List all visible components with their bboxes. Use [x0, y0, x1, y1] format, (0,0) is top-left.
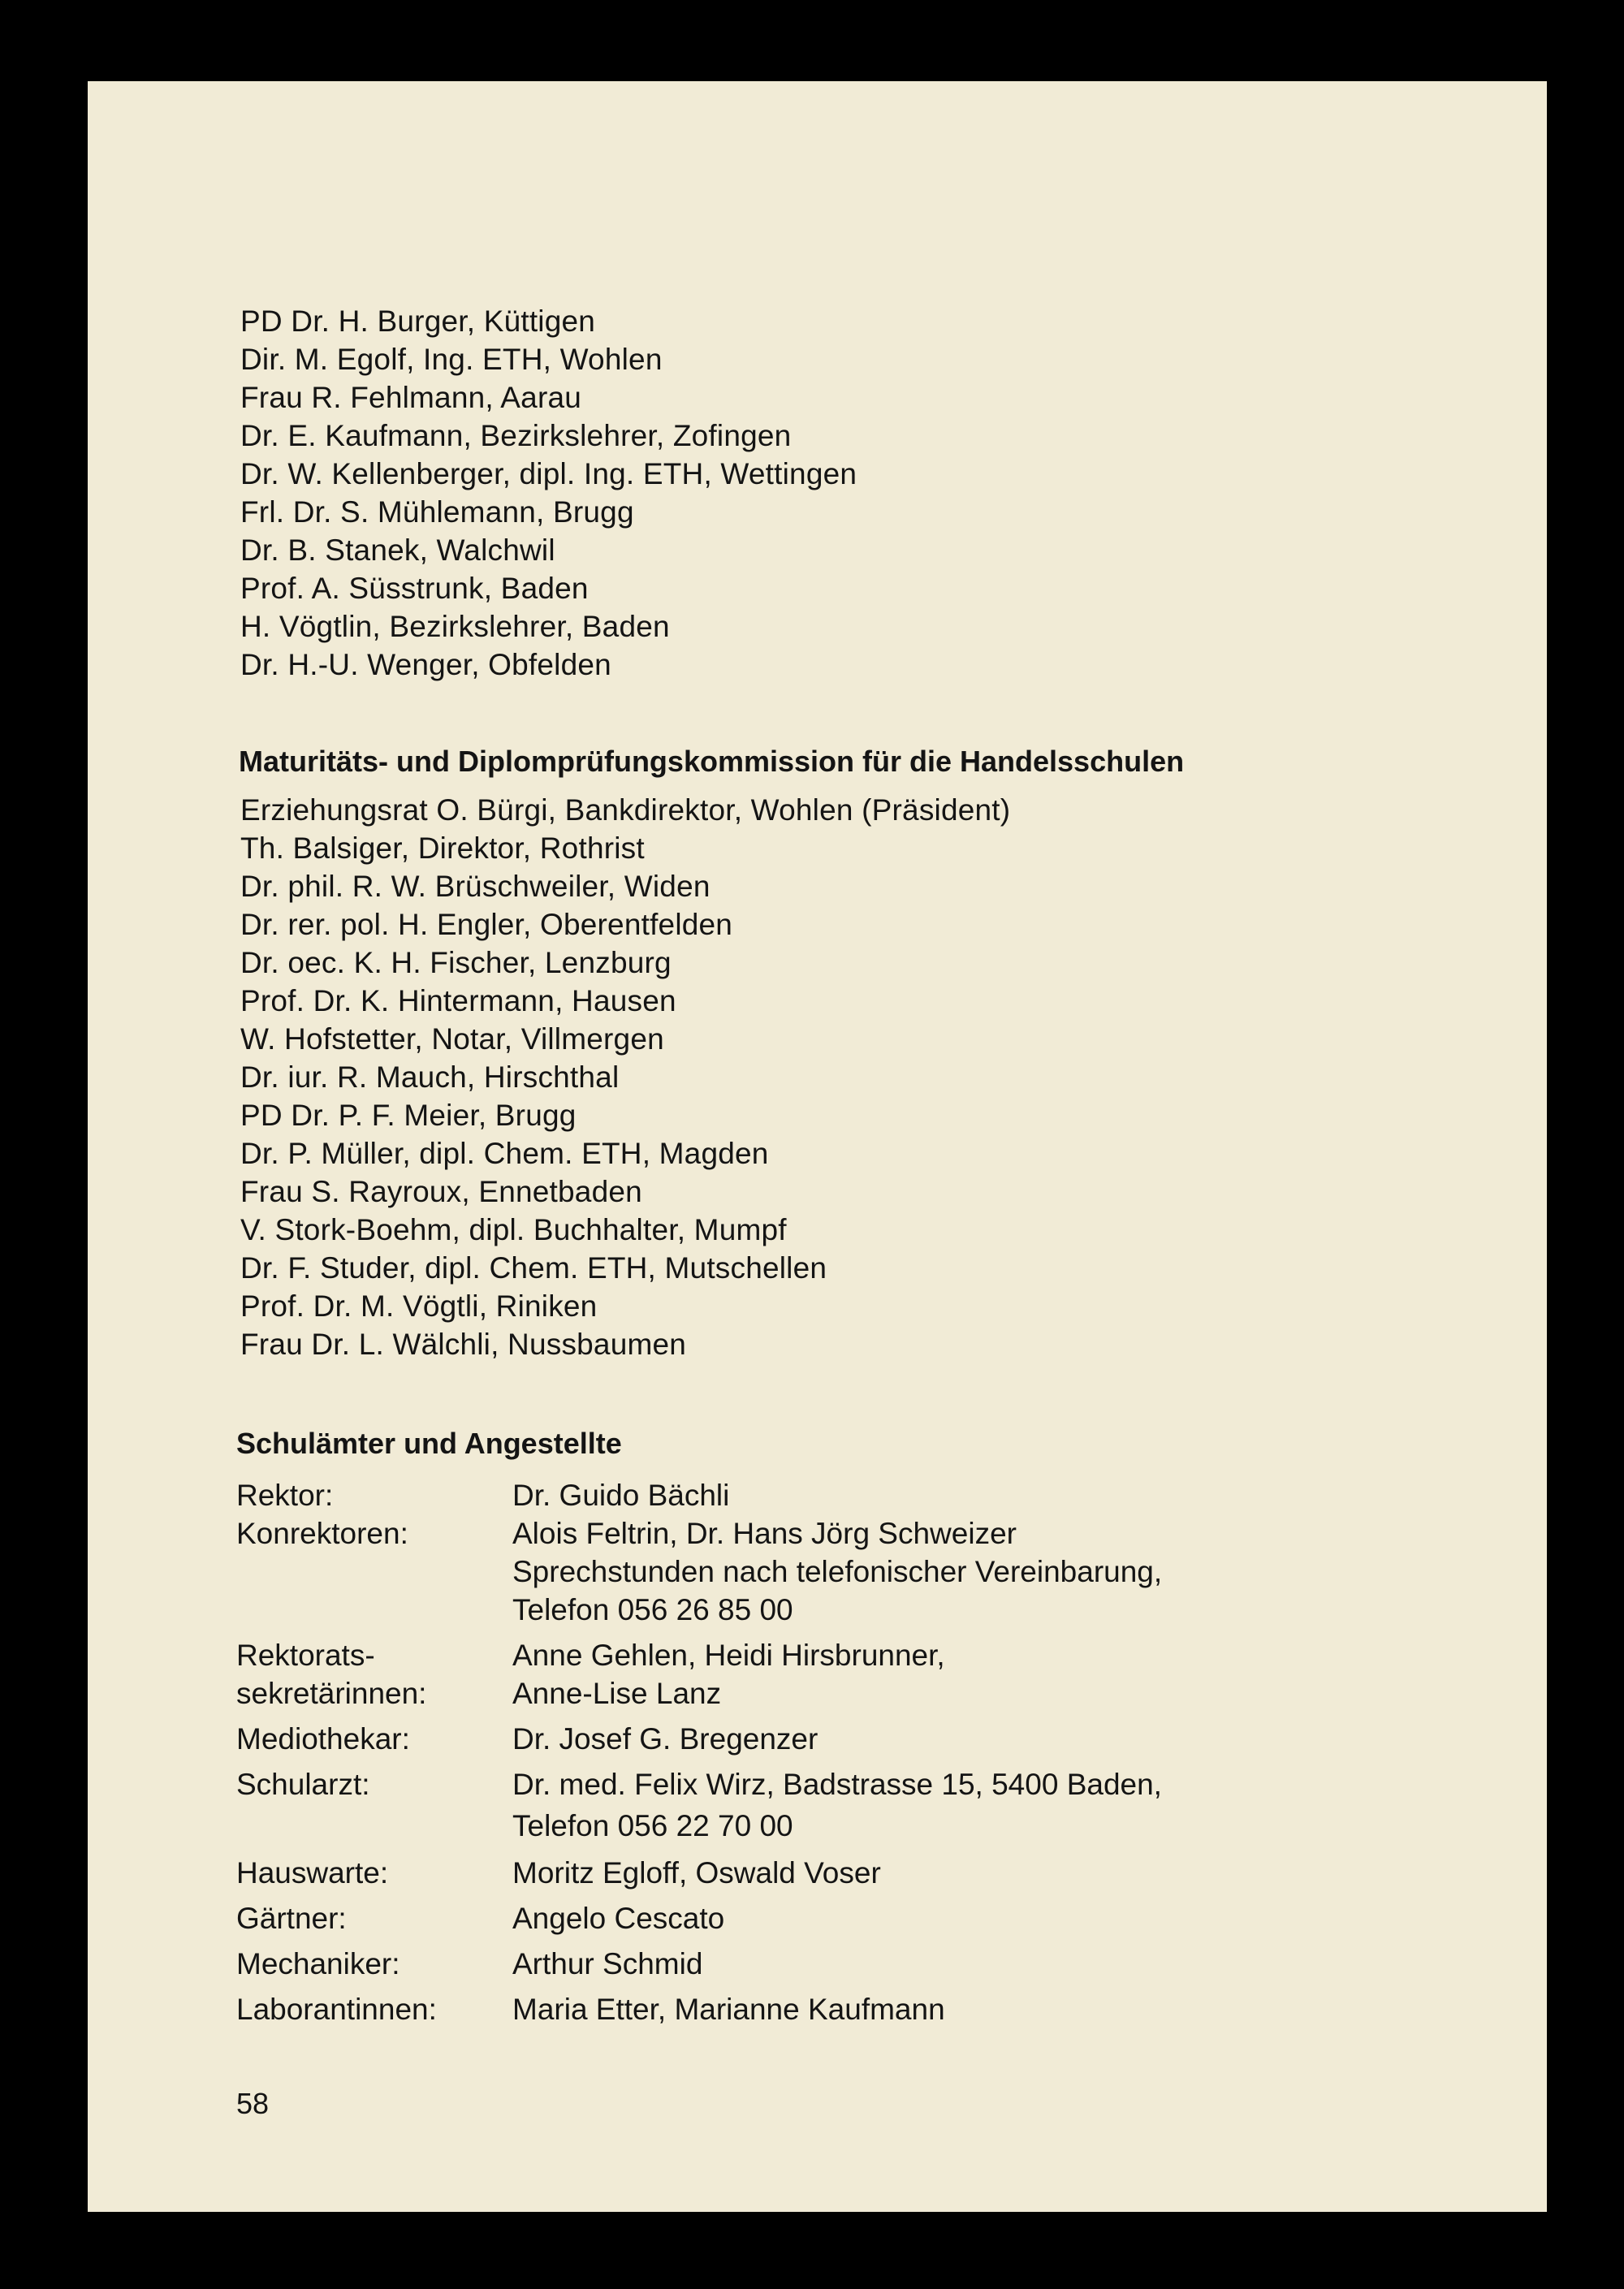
list-item: V. Stork-Boehm, dipl. Buchhalter, Mumpf — [240, 1213, 787, 1246]
list-item: PD Dr. H. Burger, Küttigen — [240, 304, 596, 338]
handelsschulen-member-list — [240, 791, 1010, 1363]
list-item: PD Dr. P. F. Meier, Brugg — [240, 1099, 577, 1132]
section-heading-handelsschulen: Maturitäts- und Diplomprüfungskommission für die Handelsschulen — [239, 745, 1185, 778]
name-text: Dr. Josef G. Bregenzer — [512, 1722, 818, 1756]
list-item: Prof. Dr. M. Vögtli, Riniken — [240, 1289, 598, 1323]
role-label — [236, 1854, 512, 1892]
name-text: Sprechstunden nach telefonischer Vereinbarung, — [512, 1555, 1163, 1588]
list-item: Dr. phil. R. W. Brüschweiler, Widen — [240, 870, 710, 903]
role-names — [512, 1765, 1162, 1849]
table-row — [236, 1636, 1162, 1712]
list-item: Dr. P. Müller, dipl. Chem. ETH, Magden — [240, 1137, 769, 1170]
list-item: Frau Dr. L. Wälchli, Nussbaumen — [240, 1328, 687, 1361]
name-text: Dr. med. Felix Wirz, Badstrasse 15, 5400 Baden, — [512, 1768, 1162, 1801]
name-text: Maria Etter, Marianne Kaufmann — [512, 1993, 945, 2026]
role-text: Rektorats- — [236, 1639, 375, 1672]
role-names — [512, 1476, 729, 1514]
name-text: Dr. Guido Bächli — [512, 1479, 730, 1512]
table-row — [236, 1765, 1162, 1849]
list-item: Prof. Dr. K. Hintermann, Hausen — [240, 984, 676, 1017]
role-label — [236, 1899, 512, 1937]
role-text: Mechaniker: — [236, 1947, 400, 1980]
role-text: Mediothekar: — [236, 1722, 410, 1756]
name-text: Anne-Lise Lanz — [512, 1677, 722, 1710]
table-row — [236, 1514, 1162, 1629]
role-text: Schularzt: — [236, 1768, 370, 1801]
role-names — [512, 1720, 818, 1758]
list-item: Th. Balsiger, Direktor, Rothrist — [240, 831, 645, 865]
list-item: Prof. A. Süsstrunk, Baden — [240, 572, 589, 605]
list-item: Dr. W. Kellenberger, dipl. Ing. ETH, Wettingen — [240, 457, 857, 490]
name-text: Telefon 056 26 85 00 — [512, 1593, 793, 1626]
list-item: Dr. F. Studer, dipl. Chem. ETH, Mutschellen — [240, 1251, 827, 1285]
name-text: Angelo Cescato — [512, 1902, 725, 1935]
list-item: Dr. H.-U. Wenger, Obfelden — [240, 648, 611, 681]
role-label — [236, 1720, 512, 1758]
list-item: Frl. Dr. S. Mühlemann, Brugg — [240, 495, 634, 529]
list-item: Dr. rer. pol. H. Engler, Oberentfelden — [240, 908, 733, 941]
role-text: sekretärinnen: — [236, 1677, 427, 1710]
role-names — [512, 1514, 1162, 1629]
list-item: Dr. E. Kaufmann, Bezirkslehrer, Zofingen — [240, 419, 792, 452]
role-text: Gärtner: — [236, 1902, 347, 1935]
role-text: Konrektoren: — [236, 1517, 408, 1550]
page-number: 58 — [236, 2087, 270, 2120]
role-names — [512, 1899, 724, 1937]
table-row — [236, 1990, 1162, 2028]
role-label — [236, 1636, 512, 1712]
table-row — [236, 1720, 1162, 1758]
table-row — [236, 1899, 1162, 1937]
document-page — [88, 81, 1547, 2212]
role-names — [512, 1990, 945, 2028]
role-names — [512, 1854, 881, 1892]
commission-member-list — [240, 302, 857, 684]
role-label — [236, 1990, 512, 2028]
role-names — [512, 1945, 702, 1983]
section-heading-schulaemter: Schulämter und Angestellte — [236, 1427, 622, 1460]
name-text: Anne Gehlen, Heidi Hirsbrunner, — [512, 1639, 945, 1672]
role-label — [236, 1765, 512, 1849]
list-item: Dr. iur. R. Mauch, Hirschthal — [240, 1060, 620, 1094]
name-text: Alois Feltrin, Dr. Hans Jörg Schweizer — [512, 1517, 1017, 1550]
list-item: Dir. M. Egolf, Ing. ETH, Wohlen — [240, 343, 663, 376]
list-item: W. Hofstetter, Notar, Villmergen — [240, 1022, 664, 1056]
name-text: Telefon 056 22 70 00 — [512, 1809, 793, 1842]
role-label — [236, 1514, 512, 1629]
list-item: H. Vögtlin, Bezirkslehrer, Baden — [240, 610, 670, 643]
role-names — [512, 1636, 945, 1712]
list-item: Erziehungsrat O. Bürgi, Bankdirektor, Wohlen (Präsident) — [240, 793, 1011, 827]
list-item: Dr. oec. K. H. Fischer, Lenzburg — [240, 946, 672, 979]
list-item: Dr. B. Stanek, Walchwil — [240, 533, 555, 567]
role-text: Hauswarte: — [236, 1856, 389, 1890]
name-text: Moritz Egloff, Oswald Voser — [512, 1856, 881, 1890]
staff-table — [236, 1476, 1162, 2028]
role-label — [236, 1476, 512, 1514]
role-text: Rektor: — [236, 1479, 334, 1512]
table-row — [236, 1945, 1162, 1983]
role-label — [236, 1945, 512, 1983]
list-item: Frau R. Fehlmann, Aarau — [240, 381, 582, 414]
list-item: Frau S. Rayroux, Ennetbaden — [240, 1175, 642, 1208]
table-row — [236, 1854, 1162, 1892]
table-row — [236, 1476, 1162, 1514]
name-text: Arthur Schmid — [512, 1947, 703, 1980]
role-text: Laborantinnen: — [236, 1993, 437, 2026]
